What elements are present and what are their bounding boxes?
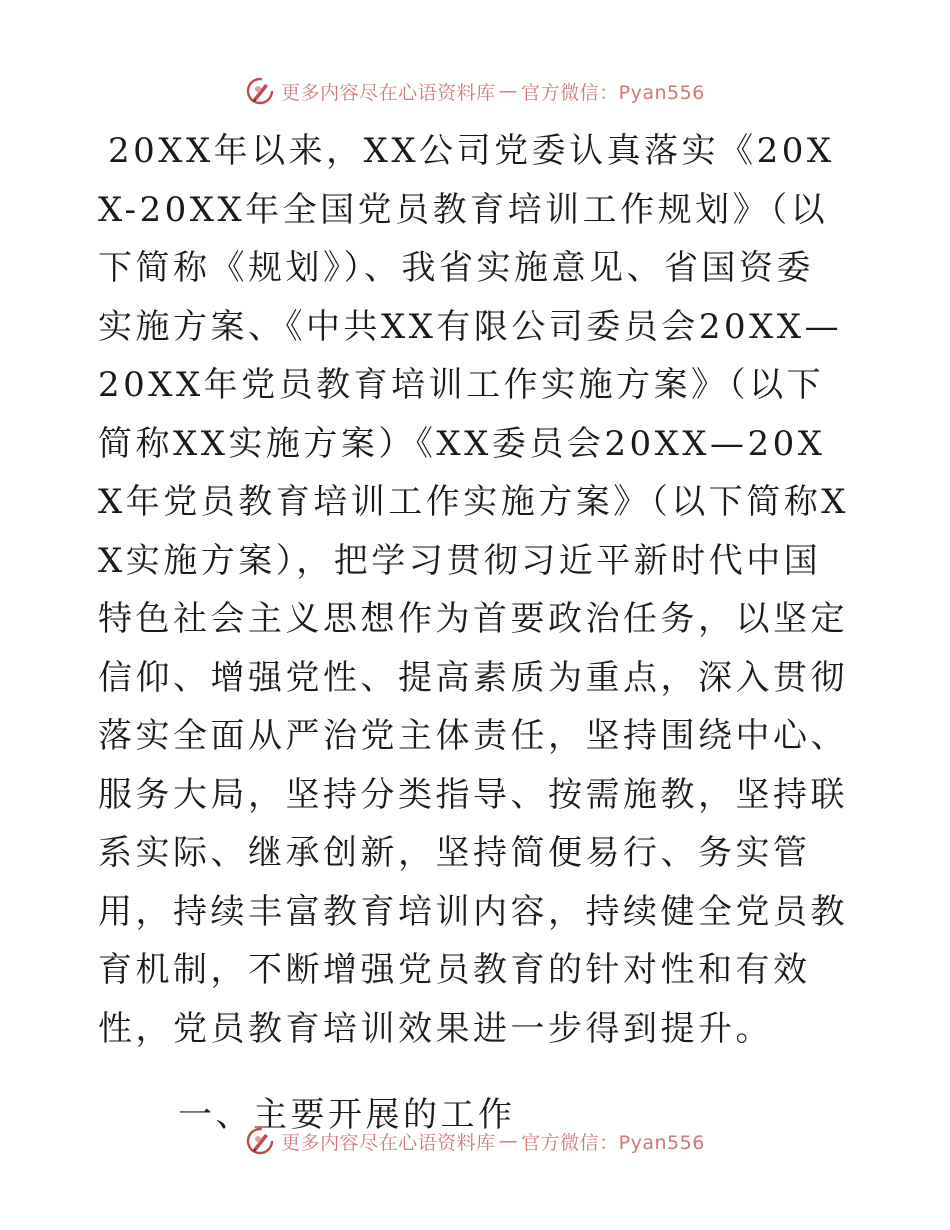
watermark-text: 更多内容尽在心语资料库 bbox=[281, 1131, 496, 1154]
watermark-separator: — bbox=[498, 80, 519, 102]
pen-logo-icon bbox=[245, 76, 275, 106]
document-body bbox=[98, 122, 850, 1145]
header-watermark bbox=[0, 71, 950, 111]
watermark-separator: — bbox=[498, 1130, 519, 1152]
pen-logo-icon bbox=[245, 1126, 275, 1156]
watermark-contact: 官方微信：Pyan556 bbox=[521, 81, 705, 104]
body-paragraph: 20XX年以来，XX公司党委认真落实《20XX-20XX年全国党员教育培训工作规划》（以下简称《规划》）、我省实施意见、省国资委实施方案、《中共XX有限公司委员会20XX—20XX年党员教育培训工作实施方案》（以下简称XX实施方案）《XX委员会20XX—20XX年党员教育培训工作实施方案》（以下简称XX实施方案），把学习贯彻习近平新时代中国特色社会主义思想作为首要政治任务，以坚定信仰、增强党性、提高素质为重点，深入贯彻落实全面从严治党主体责任，坚持围绕中心、服务大局，坚持分类指导、按需施教，坚持联系实际、继承创新，坚持简便易行、务实管用，持续丰富教育培训内容，持续健全党员教育机制，不断增强党员教育的针对性和有效性，党员教育培训效果进一步得到提升。 bbox=[98, 131, 849, 1049]
watermark-contact: 官方微信：Pyan556 bbox=[521, 1131, 705, 1154]
watermark-text: 更多内容尽在心语资料库 bbox=[281, 81, 496, 104]
section-heading: 一、主要开展的工作 bbox=[178, 1095, 516, 1135]
footer-watermark bbox=[0, 1121, 950, 1161]
